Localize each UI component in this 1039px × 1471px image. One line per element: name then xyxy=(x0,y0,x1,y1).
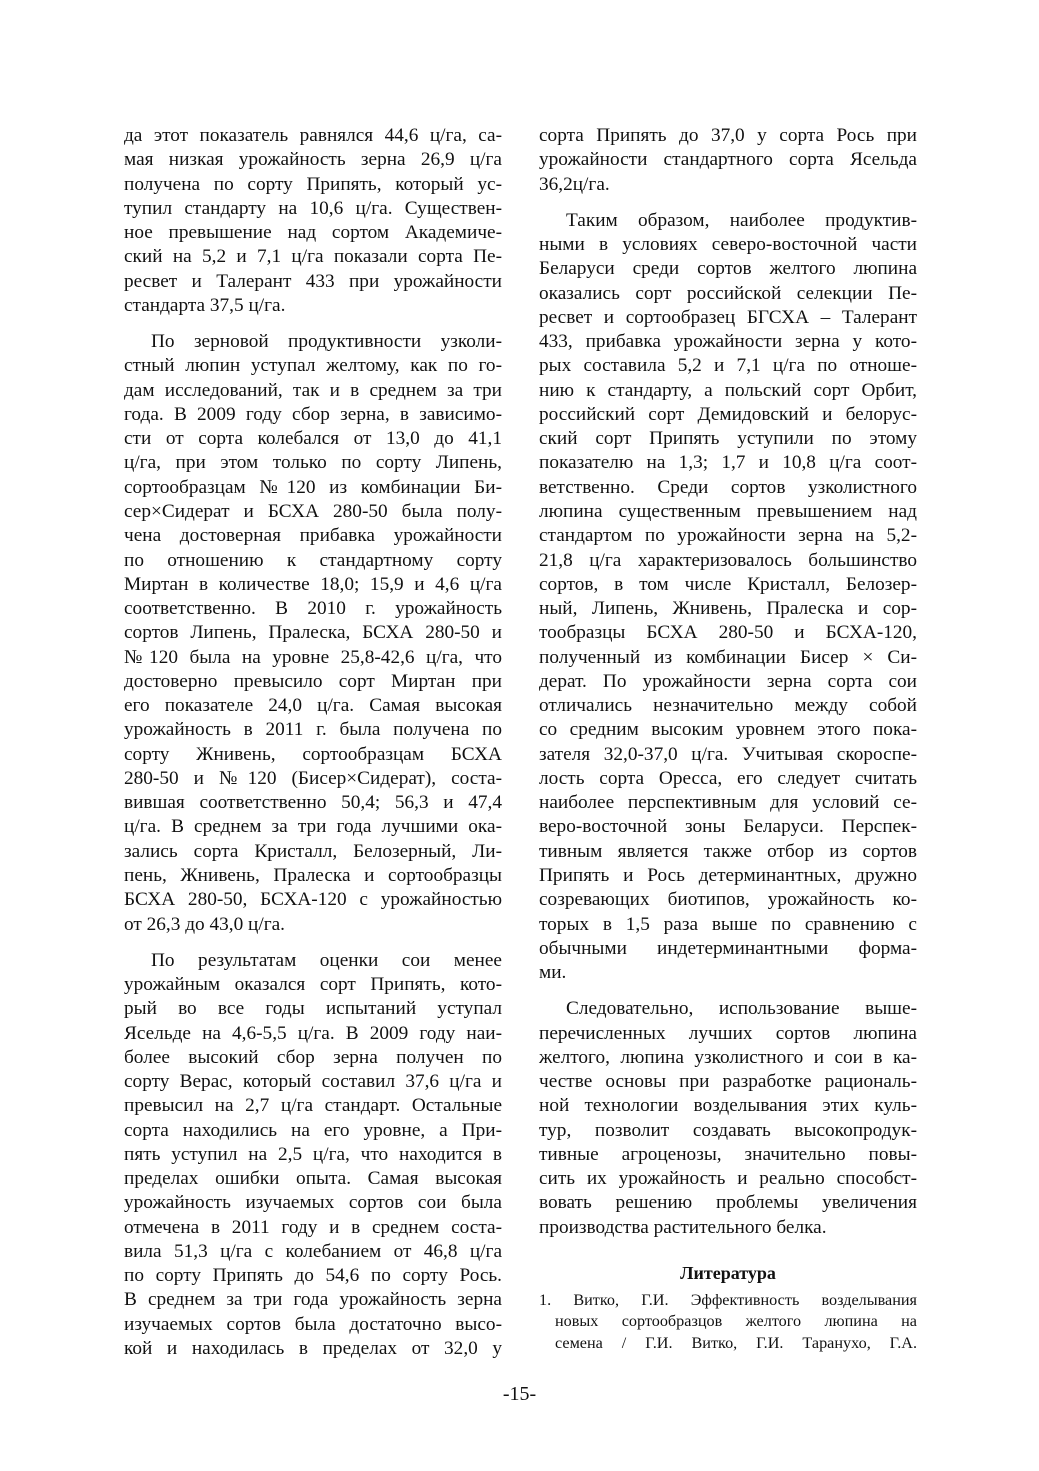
text-line: сортообразцам №120 из комбинации Би- xyxy=(124,476,502,498)
left-column xyxy=(124,124,502,1373)
text-line: получена по сорту Припять, который ус- xyxy=(124,173,502,195)
text-line: мая низкая урожайность зерна 26,9 ц/га xyxy=(124,149,502,171)
text-line: пределах ошибки опыта. Самая высокая xyxy=(124,1168,502,1190)
text-line: изучаемых сортов была достаточно высо- xyxy=(124,1313,502,1335)
text-line: Припять и Рось детерминантных, дружно xyxy=(539,864,917,886)
references-heading: Литература xyxy=(680,1262,776,1283)
text-line: В среднем за три года урожайность зерна xyxy=(124,1289,502,1311)
text-line: ветственно. Среди сортов узколистного xyxy=(539,476,917,498)
text-line: наиболее перспективным для условий се- xyxy=(539,792,917,814)
text-line: дам исследований, так и в среднем за три xyxy=(124,379,502,401)
text-line: российский сорт Демидовский и белорус- xyxy=(539,403,917,425)
paragraph-yellow-lupin-results xyxy=(124,124,502,318)
text-line: 433, прибавка урожайности зерна у кото- xyxy=(539,331,917,353)
text-line: 21,8 ц/га характеризовалось большинство xyxy=(539,549,917,571)
text-line: кой и находилась в пределах от 32,0 у xyxy=(124,1338,502,1360)
paragraph-soybean-continued xyxy=(539,124,917,197)
text-line: вила 51,3 ц/га с колебанием от 46,8 ц/га xyxy=(124,1240,502,1262)
text-line: рый во все годы испытаний уступал xyxy=(124,998,502,1020)
text-line: сорту Жнивень, сортообразцам БСХА xyxy=(124,743,502,765)
text-line: зались сорта Кристалл, Белозерный, Ли- xyxy=(124,840,502,862)
paragraph-narrow-leaved-lupin xyxy=(124,330,502,937)
text-line: показателю на 1,3; 1,7 и 10,8 ц/га соот- xyxy=(539,452,917,474)
text-line: Следовательно, использование выше- xyxy=(566,998,917,1020)
text-line: соответственно. В 2010 г. урожайность xyxy=(124,598,502,620)
text-line: сортов, в том числе Кристалл, Белозер- xyxy=(539,573,917,595)
paragraph-final-recommendation xyxy=(539,997,917,1240)
text-line: дерат. По урожайности зерна сорта сои xyxy=(539,670,917,692)
text-line: сти от сорта колебался от 13,0 до 41,1 xyxy=(124,428,502,450)
text-line: зателя 32,0-37,0 ц/га. Учитывая скороспе- xyxy=(539,743,917,765)
text-line: более высокий сбор зерна получен по xyxy=(124,1046,502,1068)
text-line: оказались сорт российской селекции Пе- xyxy=(539,282,917,304)
text-line: торых в 1,5 раза выше по сравнению с xyxy=(539,913,917,935)
text-line: отличались незначительно между собой xyxy=(539,695,917,717)
text-line: ц/га, при этом только по сорту Липень, xyxy=(124,452,502,474)
text-line: чена достоверная прибавка урожайности xyxy=(124,525,502,547)
text-line: со средним высоким уровнем этого пока- xyxy=(539,719,917,741)
text-line: ресвет и Талерант 433 при урожайности xyxy=(124,270,502,292)
text-line: Беларуси среди сортов желтого люпина xyxy=(539,258,917,280)
text-line: тообразцы БСХА 280-50 и БСХА-120, xyxy=(539,622,917,644)
right-column xyxy=(539,124,917,1354)
reference-line: семена / Г.И. Витко, Г.И. Таранухо, Г.А. xyxy=(555,1333,917,1352)
text-line: урожайность в 2011 г. была получена по xyxy=(124,719,502,741)
text-line: 280-50 и №120 (Бисер×Сидерат), соста- xyxy=(124,767,502,789)
text-line: полученный из комбинации Бисер × Си- xyxy=(539,646,917,668)
reference-line: 1. Витко, Г.И. Эффективность возделывания xyxy=(539,1290,917,1309)
text-line: Ясельде на 4,6-5,5 ц/га. В 2009 году наи- xyxy=(124,1022,502,1044)
text-line: 36,2ц/га. xyxy=(539,173,610,195)
text-line: тивные агроценозы, значительно повы- xyxy=(539,1143,917,1165)
text-line: от 26,3 до 43,0 ц/га. xyxy=(124,913,285,935)
text-line: ский сорт Припять уступили по этому xyxy=(539,428,917,450)
text-line: ский на 5,2 и 7,1 ц/га показали сорта Пе- xyxy=(124,246,502,268)
text-line: созревающих биотипов, урожайность ко- xyxy=(539,889,917,911)
page-number: -15- xyxy=(502,1383,537,1405)
text-line: вовать решению проблемы увеличения xyxy=(539,1192,917,1214)
paragraph-conclusions xyxy=(539,209,917,986)
text-line: По результатам оценки сои менее xyxy=(151,949,502,971)
text-line: №120 была на уровне 25,8-42,6 ц/га, что xyxy=(124,646,502,668)
text-line: отмечена в 2011 году и в среднем соста- xyxy=(124,1216,502,1238)
text-line: урожайность изучаемых сортов сои была xyxy=(124,1192,502,1214)
text-line: его показателе 24,0 ц/га. Самая высокая xyxy=(124,695,502,717)
paragraph-soybean-results xyxy=(124,949,502,1362)
text-line: сорту Верас, который составил 37,6 ц/га и xyxy=(124,1071,502,1093)
text-line: сить их урожайность и реально способст- xyxy=(539,1168,917,1190)
text-line: Миртан в количестве 18,0; 15,9 и 4,6 ц/га xyxy=(124,573,502,595)
text-line: по сорту Припять до 54,6 по сорту Рось. xyxy=(124,1265,502,1287)
text-line: честве основы при разработке рациональ- xyxy=(539,1071,917,1093)
text-line: пень, Жнивень, Пралеска и сортообразцы xyxy=(124,864,502,886)
text-line: производства растительного белка. xyxy=(539,1216,827,1238)
text-line: тупил стандарту на 10,6 ц/га. Существен- xyxy=(124,197,502,219)
text-line: Таким образом, наиболее продуктив- xyxy=(566,209,917,231)
text-line: По зерновой продуктивности узколи- xyxy=(151,331,502,353)
text-line: БСХА 280-50, БСХА-120 с урожайностью xyxy=(124,889,502,911)
text-line: стный люпин уступал желтому, как по го- xyxy=(124,355,502,377)
text-line: тивным является также отбор из сортов xyxy=(539,840,917,862)
text-line: ный, Липень, Жнивень, Пралеска и сор- xyxy=(539,598,917,620)
text-line: лость сорта Оресса, его следует считать xyxy=(539,767,917,789)
text-line: ными в условиях северо-восточной части xyxy=(539,234,917,256)
text-line: обычными индетерминантными форма- xyxy=(539,937,917,959)
text-line: ной технологии возделывания этих куль- xyxy=(539,1095,917,1117)
text-line: достоверно превысило сорт Миртан при xyxy=(124,670,502,692)
text-line: ц/га. В среднем за три года лучшими ока- xyxy=(124,816,502,838)
text-line: сорта Припять до 37,0 у сорта Рось при xyxy=(539,125,917,146)
text-line: перечисленных лучших сортов люпина xyxy=(539,1022,917,1044)
text-line: да этот показатель равнялся 44,6 ц/га, са- xyxy=(124,125,502,146)
text-line: сортов Липень, Пралеска, БСХА 280-50 и xyxy=(124,622,502,644)
text-line: сорта находились на его уровне, а При- xyxy=(124,1119,502,1141)
text-line: люпина существенным превышением над xyxy=(539,500,917,522)
text-line: стандартом по урожайности зерна на 5,2- xyxy=(539,525,917,547)
text-line: желтого, люпина узколистного и сои в ка- xyxy=(539,1046,917,1068)
text-line: нию к стандарту, а польский сорт Орбит, xyxy=(539,379,917,401)
reference-item xyxy=(539,1290,917,1355)
text-line: рых составила 5,2 и 7,1 ц/га по отноше- xyxy=(539,355,917,377)
text-line: урожайности стандартного сорта Ясельда xyxy=(539,149,917,171)
text-line: ми. xyxy=(539,962,567,984)
text-line: ное превышение над сортом Академиче- xyxy=(124,222,502,244)
text-line: по отношению к стандартному сорту xyxy=(124,549,502,571)
reference-line: новых сортообразцов желтого люпина на xyxy=(555,1312,917,1331)
text-line: тур, позволит создавать высокопродук- xyxy=(539,1119,917,1141)
text-line: пять уступил на 2,5 ц/га, что находится в xyxy=(124,1143,502,1165)
text-line: ресвет и сортообразец БГСХА – Талерант xyxy=(539,306,917,328)
text-line: сер×Сидерат и БСХА 280-50 была полу- xyxy=(124,500,502,522)
text-line: года. В 2009 году сбор зерна, в зависимо- xyxy=(124,403,502,425)
text-line: урожайным оказался сорт Припять, кото- xyxy=(124,974,502,996)
text-line: вившая соответственно 50,4; 56,3 и 47,4 xyxy=(124,792,502,814)
text-line: веро-восточной зоны Беларуси. Перспек- xyxy=(539,816,917,838)
text-line: превысил на 2,7 ц/га стандарт. Остальные xyxy=(124,1095,502,1117)
text-line: стандарта 37,5 ц/га. xyxy=(124,294,286,316)
